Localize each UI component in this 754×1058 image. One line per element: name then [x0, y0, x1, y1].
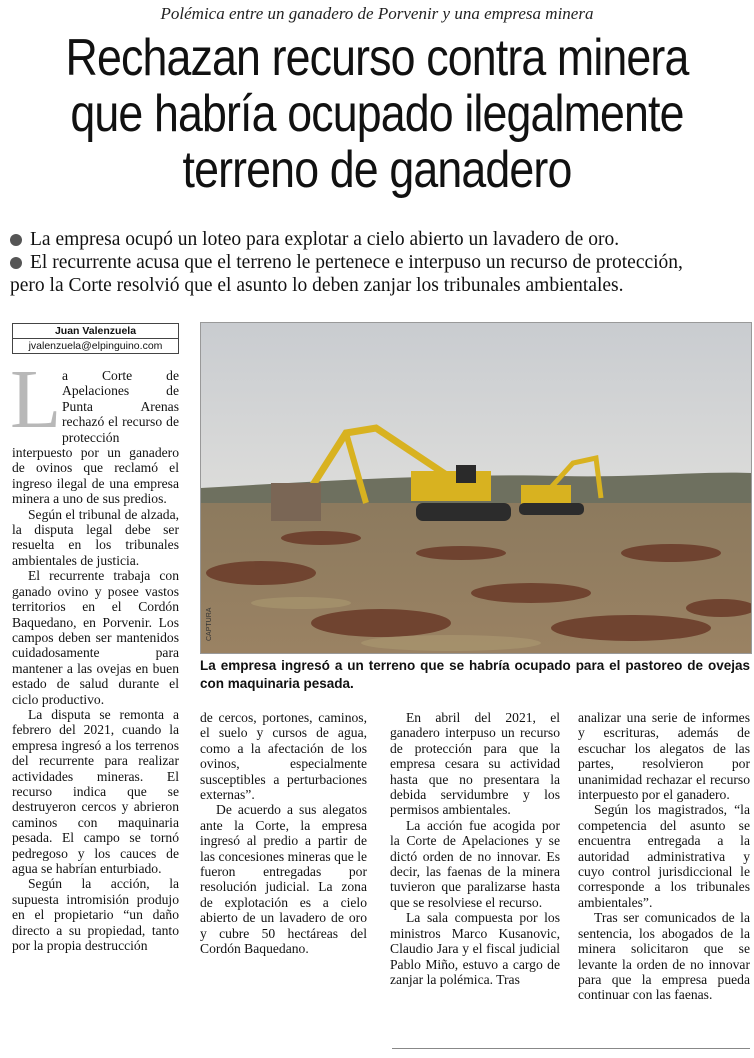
kicker: Polémica entre un ganadero de Porvenir y una empresa minera [160, 4, 594, 23]
paragraph: En abril del 2021, el ganadero interpuso un recurso de protección para que la empresa cesara su actividad hasta que no presentara la debida servidumbre y los permisos ambientales. [390, 710, 560, 818]
paragraph: de cercos, portones, caminos, el suelo y cursos de agua, como a la afectación de los ovinos, especialmente susceptibles a perturbaciones externas”. [200, 710, 367, 803]
bullet-dot-icon [10, 257, 22, 269]
photo-credit: CAPTURA [206, 607, 213, 641]
bullet-item [10, 228, 750, 251]
paragraph: a Corte de Apelaciones de Punta Arenas rechazó el recurso de protección interpuesto por un ganadero de ovinos que reclamó el ingreso ilegal de una empresa minera a uno de sus predios. [12, 368, 179, 507]
paragraph: La sala compuesta por los ministros Marco Kusanovic, Claudio Jara y el fiscal judicial Pablo Miño, estuvo a cargo de zanjar la polémica. Tras [390, 910, 560, 987]
headline-line-2: que habría ocupado ilegalmente [70, 85, 684, 143]
author-name: Juan Valenzuela [13, 324, 178, 339]
bullet-item [10, 251, 750, 274]
bullet-dot-icon [10, 234, 22, 246]
paragraph: Según los magistrados, “la competencia del asunto se encuentra entregada a la autoridad administrativa y cuyo control jurisdiccional le corresponde a los tribunales ambientales”. [578, 802, 750, 910]
bullet-text: El recurrente acusa que el terreno le pertenece e interpuso un recurso de protección, [30, 252, 683, 273]
paragraph: Según el tribunal de alzada, la disputa legal debe ser resuelta en los tribunales ambientales de justicia. [12, 506, 179, 568]
article-column-4 [578, 710, 750, 1003]
bullet-continuation: pero la Corte resolvió que el asunto lo deben zanjar los tribunales ambientales. [10, 275, 624, 296]
paragraph: Según la acción, la supuesta intromisión produjo en el propietario “un daño directo a su propiedad, tanto por la propia destrucción [12, 876, 179, 954]
paragraph: El recurrente trabaja con ganado ovino y posee vastos territorios en el Cordón Baquedano, en Porvenir. Los campos deben ser mantenidos cuidadosamente para mantener a las ovejas en buen estado de salud durante el ciclo productivo. [12, 568, 179, 707]
author-email: jvalenzuela@elpinguino.com [28, 340, 163, 352]
excavators-photo [201, 323, 751, 653]
headline [0, 30, 754, 198]
article-column-1 [10, 353, 179, 954]
paragraph: analizar una serie de informes y escrituras, además de escuchar los alegatos de las partes, resolvieron por unanimidad rechazar el recurso interpuesto por el ganadero. [578, 710, 750, 803]
article-column-2 [200, 710, 367, 957]
article-column-3 [390, 710, 560, 987]
paragraph: De acuerdo a sus alegatos ante la Corte, la empresa ingresó al predio a partir de las concesiones mineras que le fueron entregadas por resolución judicial. La zona de explotación es a cielo abierto de un lavadero de oro y cubre 50 hectáreas del Cordón Baquedano. [200, 802, 367, 957]
drop-cap: L [10, 353, 62, 446]
summary-bullets [10, 228, 750, 297]
paragraph: La disputa se remonta a febrero del 2021, cuando la empresa ingresó a los terrenos del recurrente para realizar actividades mineras. El recurso indica que se destruyeron cercos y abrieron caminos con maquinaria pesada. El campo se tornó pedregoso y los cauces de agua se habrían enturbiado. [12, 706, 179, 876]
byline [12, 323, 179, 354]
headline-line-3: terreno de ganadero [182, 141, 572, 199]
paragraph: Tras ser comunicados de la sentencia, los abogados de la minera solicitaron que se levante la orden de no innovar para que la empresa pueda continuar con las faenas. [578, 910, 750, 1003]
paragraph: La acción fue acogida por la Corte de Apelaciones y se dictó orden de no innovar. Es decir, las faenas de la minera tuvieron que paralizarse hasta que se resolviese el recurso. [390, 817, 560, 910]
photo-caption: La empresa ingresó a un terreno que se habría ocupado para el pastoreo de ovejas con maquinaria pesada. [200, 658, 750, 691]
headline-line-1: Rechazan recurso contra minera [65, 29, 689, 87]
bullet-text: La empresa ocupó un loteo para explotar a cielo abierto un lavadero de oro. [30, 229, 620, 250]
article-photo [200, 322, 752, 654]
footer-rule [392, 1048, 750, 1049]
